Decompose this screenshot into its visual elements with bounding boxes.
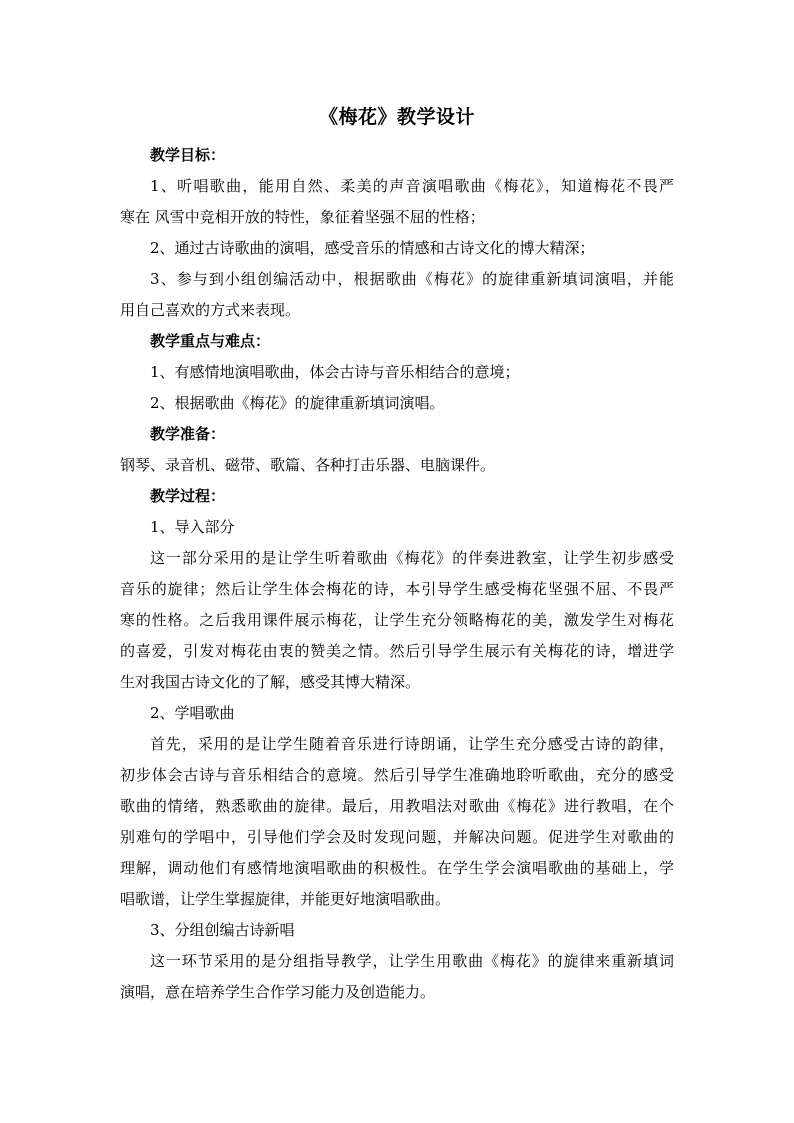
step-2-paragraph-line: 初步体会古诗与音乐相结合的意境。然后引导学生准确地聆听歌曲，充分的感受: [120, 766, 674, 784]
section-heading-key-points: 教学重点与难点：: [150, 332, 271, 350]
step-2-paragraph-line: 理解，调动他们有感情地演唱歌曲的积极性。在学生学会演唱歌曲的基础上，学: [120, 859, 674, 877]
section-heading-preparation: 教学准备：: [150, 425, 226, 443]
goal-1-line-2: 寒在 风雪中竞相开放的特性，象征着坚强不屈的性格；: [120, 208, 485, 226]
goal-2: 2、通过古诗歌曲的演唱，感受音乐的情感和古诗文化的博大精深；: [150, 239, 595, 257]
goal-3-line-2: 用自己喜欢的方式来表现。: [120, 301, 301, 319]
goal-1-line-1: 1、听唱歌曲，能用自然、柔美的声音演唱歌曲《梅花》，知道梅花不畏严: [150, 177, 674, 195]
section-heading-process: 教学过程：: [150, 487, 226, 505]
document-title: 《梅花》教学设计: [318, 106, 475, 128]
step-2-paragraph-line: 首先，采用的是让学生随着音乐进行诗朗诵，让学生充分感受古诗的韵律，: [150, 735, 674, 753]
step-2-paragraph-line: 歌曲的情绪，熟悉歌曲的旋律。最后，用教唱法对歌曲《梅花》进行教唱，在个: [120, 797, 674, 815]
step-1-paragraph-line: 这一部分采用的是让学生听着歌曲《梅花》的伴奏进教室，让学生初步感受: [150, 549, 674, 567]
step-2-title: 2、学唱歌曲: [150, 704, 235, 722]
step-1-paragraph-line: 寒的性格。之后我用课件展示梅花，让学生充分领略梅花的美，激发学生对梅花: [120, 611, 674, 629]
key-point-1: 1、有感情地演唱歌曲，体会古诗与音乐相结合的意境；: [150, 363, 520, 381]
preparation-text: 钢琴、录音机、磁带、歌篇、各种打击乐器、电脑课件。: [120, 456, 496, 474]
section-heading-goals: 教学目标：: [150, 146, 226, 164]
step-1-title: 1、导入部分: [150, 518, 235, 536]
goal-3-line-1: 3、参与到小组创编活动中，根据歌曲《梅花》的旋律重新填词演唱，并能: [150, 270, 674, 288]
step-2-paragraph-line: 唱歌谱，让学生掌握旋律，并能更好地演唱歌曲。: [120, 890, 451, 908]
step-1-paragraph-line: 音乐的旋律；然后让学生体会梅花的诗，本引导学生感受梅花坚强不屈、不畏严: [120, 580, 674, 598]
step-1-paragraph-line: 的喜爱，引发对梅花由衷的赞美之情。然后引导学生展示有关梅花的诗，增进学: [120, 642, 674, 660]
step-1-paragraph-line: 生对我国古诗文化的了解，感受其博大精深。: [120, 673, 421, 691]
step-3-paragraph-line: 演唱，意在培养学生合作学习能力及创造能力。: [120, 983, 436, 1001]
step-3-paragraph-line: 这一环节采用的是分组指导教学，让学生用歌曲《梅花》的旋律来重新填词: [150, 952, 674, 970]
step-3-title: 3、分组创编古诗新唱: [150, 921, 295, 939]
step-2-paragraph-line: 别难句的学唱中，引导他们学会及时发现问题，并解决问题。促进学生对歌曲的: [120, 828, 674, 846]
key-point-2: 2、根据歌曲《梅花》的旋律重新填词演唱。: [150, 394, 445, 412]
